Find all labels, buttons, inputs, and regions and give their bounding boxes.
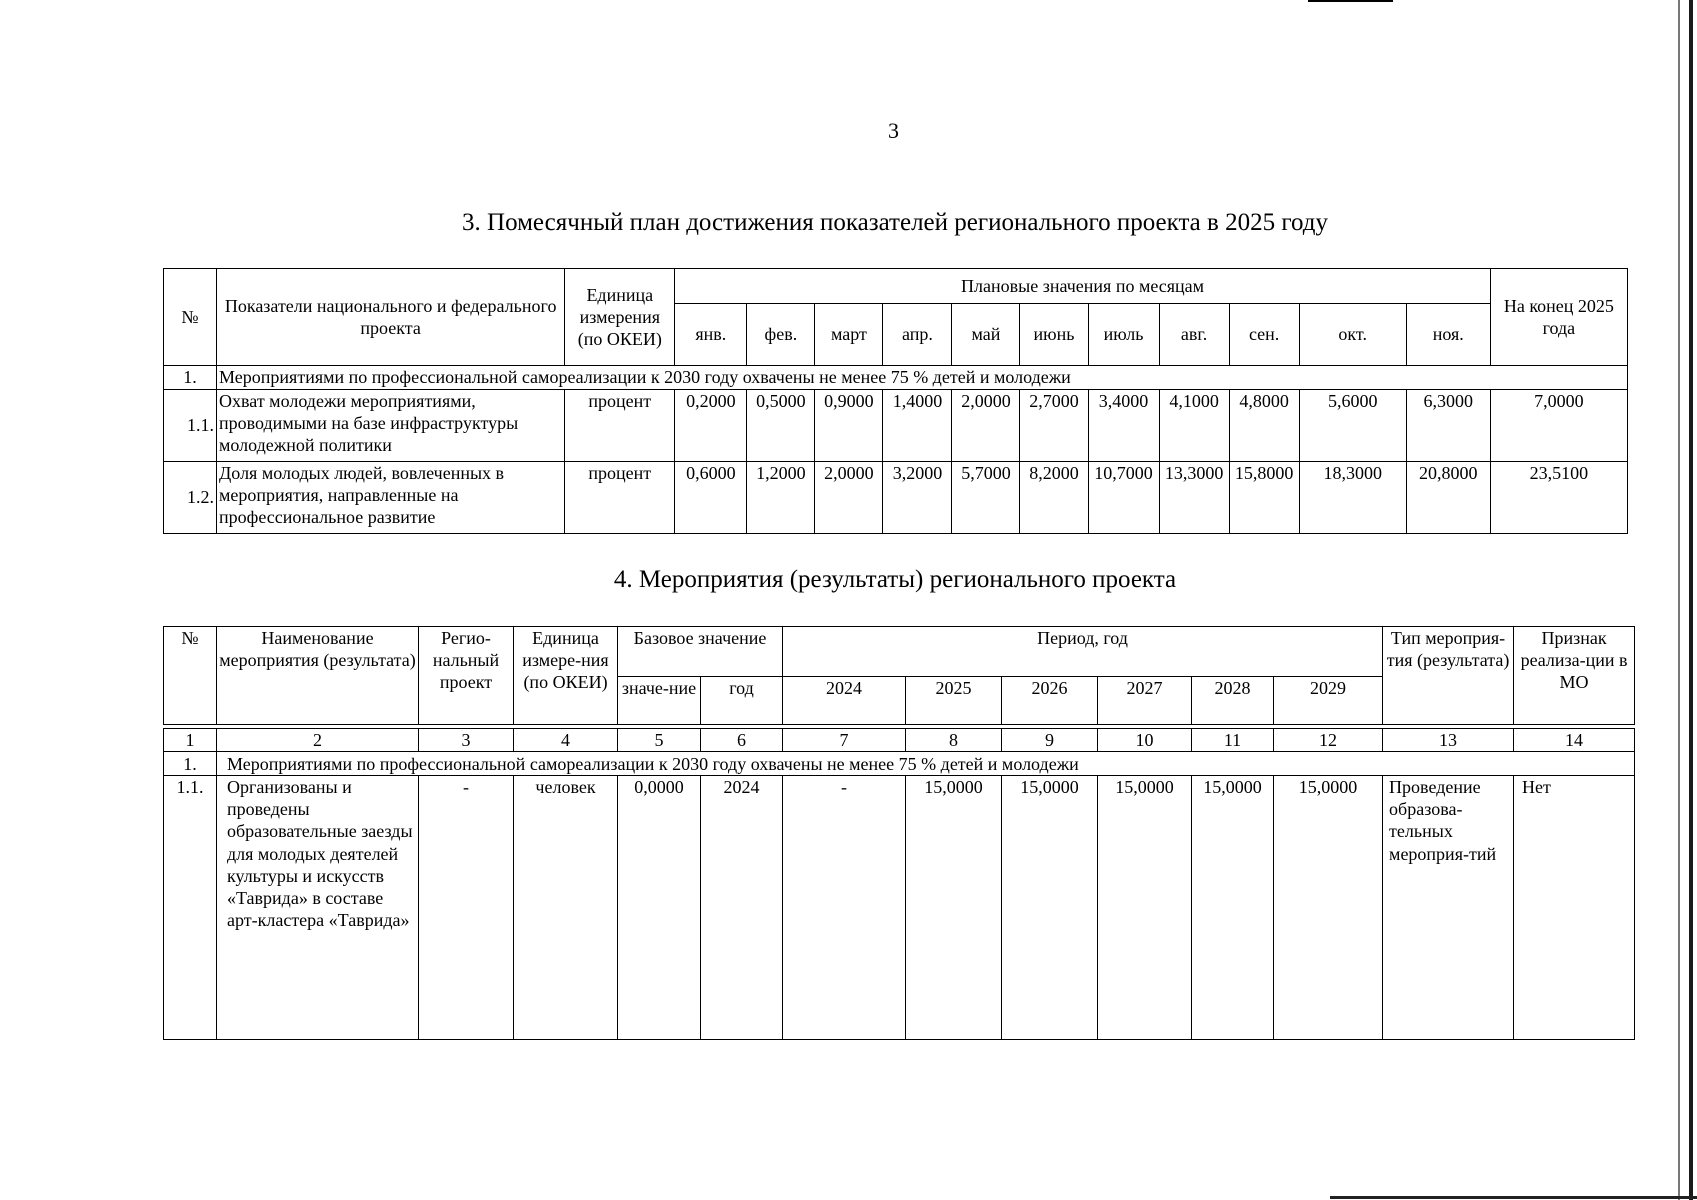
column-number: 2	[217, 729, 419, 752]
header-num: №	[164, 627, 217, 725]
month-header: июль	[1088, 304, 1159, 366]
row-indicator: Доля молодых людей, вовлеченных в мероприятия, направленные на профессиональное развитие	[217, 462, 565, 534]
value-cell: 2,7000	[1020, 390, 1088, 462]
column-number: 8	[906, 729, 1002, 752]
row-type: Проведение образова-тельных мероприя-тий	[1383, 776, 1514, 1040]
month-header: фев.	[747, 304, 815, 366]
row-num: 1.1.	[164, 390, 217, 462]
column-numbers-row	[164, 729, 1635, 752]
column-number: 12	[1274, 729, 1383, 752]
header-unit: Единица измерения (по ОКЕИ)	[565, 269, 675, 366]
month-header: ноя.	[1406, 304, 1490, 366]
column-number: 5	[618, 729, 701, 752]
group-num: 1.	[164, 752, 217, 776]
column-number: 4	[514, 729, 618, 752]
value-cell: 0,6000	[675, 462, 747, 534]
column-number: 6	[701, 729, 783, 752]
row-base-value: 0,0000	[618, 776, 701, 1040]
year-header: 2028	[1192, 677, 1274, 725]
value-cell: 20,8000	[1406, 462, 1490, 534]
row-base-year: 2024	[701, 776, 783, 1040]
page-number: 3	[888, 118, 899, 143]
table-row	[164, 776, 1635, 1040]
row-unit: человек	[514, 776, 618, 1040]
value-cell: 0,2000	[675, 390, 747, 462]
year-header: 2024	[783, 677, 906, 725]
header-name: Наименование мероприятия (результата)	[217, 627, 419, 725]
section4-title: 4. Мероприятия (результаты) регионального проекта	[613, 566, 1177, 593]
row-indicator: Охват молодежи мероприятиями, проводимыми на базе инфраструктуры молодежной политики	[217, 390, 565, 462]
header-unit: Единица измере-ния (по ОКЕИ)	[514, 627, 618, 725]
month-header: май	[952, 304, 1020, 366]
section3-title: 3. Помесячный план достижения показателей регионального проекта в 2025 году	[462, 209, 1328, 236]
month-header: апр.	[883, 304, 952, 366]
value-cell: 10,7000	[1088, 462, 1159, 534]
year-end-cell: 23,5100	[1490, 462, 1627, 534]
scan-edge-bottom	[1330, 1196, 1697, 1199]
value-cell: 3,4000	[1088, 390, 1159, 462]
year-end-cell: 7,0000	[1490, 390, 1627, 462]
value-cell: 5,6000	[1299, 390, 1406, 462]
month-header: июнь	[1020, 304, 1088, 366]
year-value: 15,0000	[1274, 776, 1383, 1040]
value-cell: 15,8000	[1229, 462, 1299, 534]
group-num: 1.	[164, 366, 217, 390]
year-value: 15,0000	[1192, 776, 1274, 1040]
scan-edge-top	[1308, 0, 1393, 2]
year-value: 15,0000	[1002, 776, 1098, 1040]
value-cell: 18,3000	[1299, 462, 1406, 534]
table-row	[164, 390, 1628, 462]
year-header: 2026	[1002, 677, 1098, 725]
column-number: 9	[1002, 729, 1098, 752]
year-header: 2025	[906, 677, 1002, 725]
header-base: Базовое значение	[618, 627, 783, 677]
month-header: сен.	[1229, 304, 1299, 366]
row-regional: -	[419, 776, 514, 1040]
column-number: 1	[164, 729, 217, 752]
value-cell: 2,0000	[952, 390, 1020, 462]
month-header: окт.	[1299, 304, 1406, 366]
value-cell: 0,9000	[815, 390, 883, 462]
value-cell: 1,2000	[747, 462, 815, 534]
row-num: 1.1.	[164, 776, 217, 1040]
header-period: Период, год	[783, 627, 1383, 677]
header-indicator: Показатели национального и федерального проекта	[217, 269, 565, 366]
header-base-year: год	[701, 677, 783, 725]
activities-table	[163, 626, 1635, 1040]
value-cell: 4,1000	[1159, 390, 1229, 462]
header-year-end: На конец 2025 года	[1490, 269, 1627, 366]
header-regional: Регио-нальный проект	[419, 627, 514, 725]
value-cell: 4,8000	[1229, 390, 1299, 462]
group-text: Мероприятиями по профессиональной самореализации к 2030 году охвачены не менее 75 % детей и молодежи	[217, 752, 1635, 776]
header-sign: Признак реализа-ции в МО	[1514, 627, 1635, 725]
row-name: Организованы и проведены образовательные заезды для молодых деятелей культуры и искусств «Таврида» в составе арт-кластера «Таврида»	[217, 776, 419, 1040]
value-cell: 6,3000	[1406, 390, 1490, 462]
header-num: №	[164, 269, 217, 366]
value-cell: 8,2000	[1020, 462, 1088, 534]
value-cell: 0,5000	[747, 390, 815, 462]
column-number: 11	[1192, 729, 1274, 752]
column-number: 3	[419, 729, 514, 752]
column-number: 10	[1098, 729, 1192, 752]
group-text: Мероприятиями по профессиональной самореализации к 2030 году охвачены не менее 75 % детей и молодежи	[217, 366, 1628, 390]
value-cell: 13,3000	[1159, 462, 1229, 534]
value-cell: 1,4000	[883, 390, 952, 462]
year-header: 2029	[1274, 677, 1383, 725]
value-cell: 2,0000	[815, 462, 883, 534]
header-type: Тип мероприя-тия (результата)	[1383, 627, 1514, 725]
column-number: 14	[1514, 729, 1635, 752]
row-num: 1.2.	[164, 462, 217, 534]
header-planned: Плановые значения по месяцам	[675, 269, 1490, 304]
year-header: 2027	[1098, 677, 1192, 725]
month-header: авг.	[1159, 304, 1229, 366]
scan-edge-right	[1689, 0, 1693, 1200]
value-cell: 5,7000	[952, 462, 1020, 534]
table-row	[164, 462, 1628, 534]
scan-edge-line	[1678, 0, 1680, 1200]
year-value: 15,0000	[906, 776, 1002, 1040]
monthly-plan-table	[163, 268, 1628, 534]
column-number: 13	[1383, 729, 1514, 752]
value-cell: 3,2000	[883, 462, 952, 534]
row-sign: Нет	[1514, 776, 1635, 1040]
row-unit: процент	[565, 390, 675, 462]
month-header: март	[815, 304, 883, 366]
header-base-value: значе-ние	[618, 677, 701, 725]
month-header: янв.	[675, 304, 747, 366]
column-number: 7	[783, 729, 906, 752]
year-value: -	[783, 776, 906, 1040]
row-unit: процент	[565, 462, 675, 534]
year-value: 15,0000	[1098, 776, 1192, 1040]
